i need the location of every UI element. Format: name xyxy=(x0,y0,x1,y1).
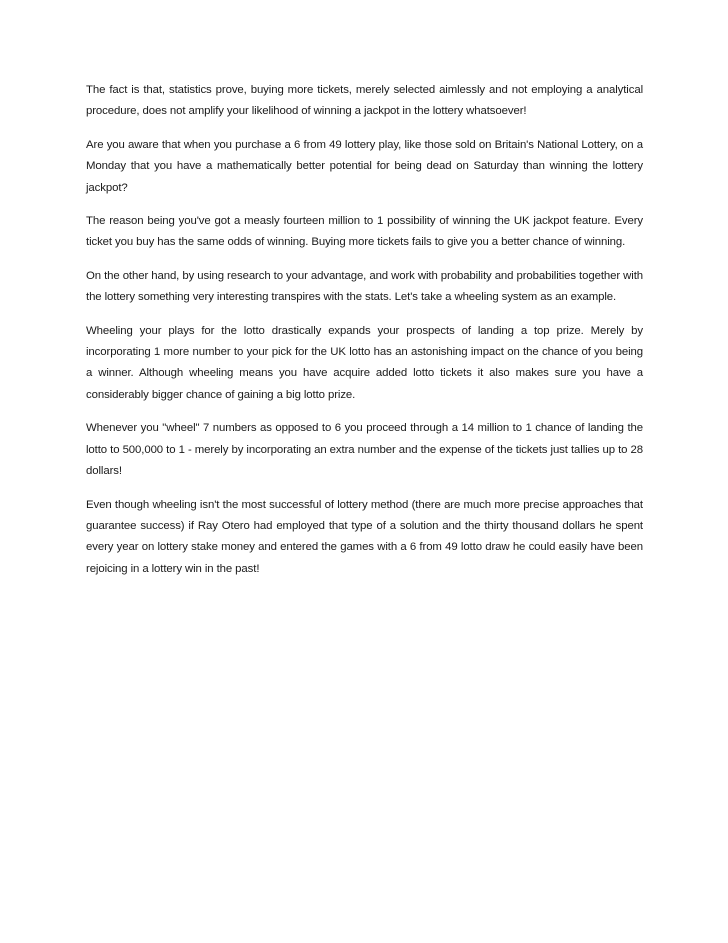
document-body xyxy=(86,80,643,592)
paragraph-5: Wheeling your plays for the lotto drastically expands your prospects of landing a top prize. Merely by incorporating 1 more number to your pick for the UK lotto has an astonishing impact on the chance of you being a winner. Although wheeling means you have acquire added lotto tickets it also makes sure you have a considerably bigger chance of gaining a big lotto prize. xyxy=(86,324,643,401)
paragraph-2: Are you aware that when you purchase a 6 from 49 lottery play, like those sold on Britain's National Lottery, on a Monday that you have a mathematically better potential for being dead on Saturday than winning the lottery jackpot? xyxy=(86,138,643,194)
paragraph-4: On the other hand, by using research to your advantage, and work with probability and probabilities together with the lottery something very interesting transpires with the stats. Let's take a wheeling system as an example. xyxy=(86,269,643,304)
paragraph-6: Whenever you "wheel" 7 numbers as opposed to 6 you proceed through a 14 million to 1 chance of landing the lotto to 500,000 to 1 - merely by incorporating an extra number and the expense of the tickets just tallies up to 28 dollars! xyxy=(86,422,643,478)
paragraph-3: The reason being you've got a measly fourteen million to 1 possibility of winning the UK jackpot feature. Every ticket you buy has the same odds of winning. Buying more tickets fails to give you a better chance of winning. xyxy=(86,215,643,249)
paragraph-7: Even though wheeling isn't the most successful of lottery method (there are much more precise approaches that guarantee success) if Ray Otero had employed that type of a solution and the thirty thousand dollars he spent every year on lottery stake money and entered the games with a 6 from 49 lotto draw he could easily have been rejoicing in a lottery win in the past! xyxy=(86,498,643,575)
paragraph-1: The fact is that, statistics prove, buying more tickets, merely selected aimlessly and not employing a analytical procedure, does not amplify your likelihood of winning a jackpot in the lottery whatsoever! xyxy=(86,84,643,118)
